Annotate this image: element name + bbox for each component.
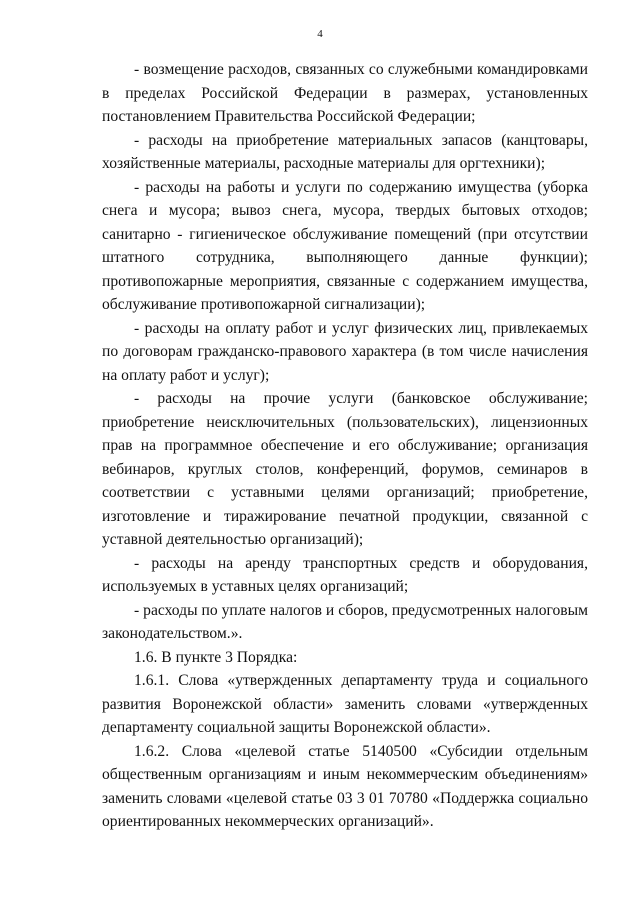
paragraph-vehicle-rental: - расходы на аренду транспортных средств и оборудования, используемых в уставных целях организаций; xyxy=(102,554,588,595)
document-body xyxy=(102,58,588,834)
paragraph-clause-1-6: 1.6. В пункте 3 Порядка: xyxy=(134,648,298,666)
page-number: 4 xyxy=(317,28,323,40)
paragraph-clause-1-6-2: 1.6.2. Слова «целевой статье 5140500 «Субсидии отдельным общественным организациям и иным некоммерческим объединениям» заменить словами «целевой статье 03 3 01 70780 «Поддержка социально ориентированных некоммерческих организаций». xyxy=(102,742,588,830)
paragraph-civil-contracts: - расходы на оплату работ и услуг физических лиц, привлекаемых по договорам гражданско-правового характера (в том числе начисления на оплату работ и услуг); xyxy=(102,319,588,384)
paragraph-clause-1-6-1: 1.6.1. Слова «утвержденных департаменту труда и социального развития Воронежской области» заменить словами «утвержденных департаменту социальной защиты Воронежской области». xyxy=(102,672,588,736)
paragraph-taxes-fees: - расходы по уплате налогов и сборов, предусмотренных налоговым законодательством.». xyxy=(102,601,588,642)
paragraph-other-services: - расходы на прочие услуги (банковское обслуживание; приобретение неисключительных (пользовательских), лицензионных прав на программное обеспечение и его обслуживание; организация вебинаров, круглых столов, конференций, форумов, семинаров в соответствии с уставными целями организаций; приобретение, изготовление и тиражирование печатной продукции, связанной с уставной деятельностью организаций); xyxy=(102,390,588,548)
paragraph-property-maintenance: - расходы на работы и услуги по содержанию имущества (уборка снега и мусора; вывоз снега, мусора, твердых бытовых отходов; санитарно - гигиеническое обслуживание помещений (при отсутствии штатного сотрудника, выполняющего данные функции); противопожарные мероприятия, связанные с содержанием имущества, обслуживание противопожарной сигнализации); xyxy=(102,178,588,313)
paragraph-travel-expenses: - возмещение расходов, связанных со служебными командировками в пределах Российской Федерации в размерах, установленных постановлением Правительства Российской Федерации; xyxy=(102,61,588,125)
paragraph-material-supplies: - расходы на приобретение материальных запасов (канцтовары, хозяйственные материалы, расходные материалы для оргтехники); xyxy=(102,131,588,172)
